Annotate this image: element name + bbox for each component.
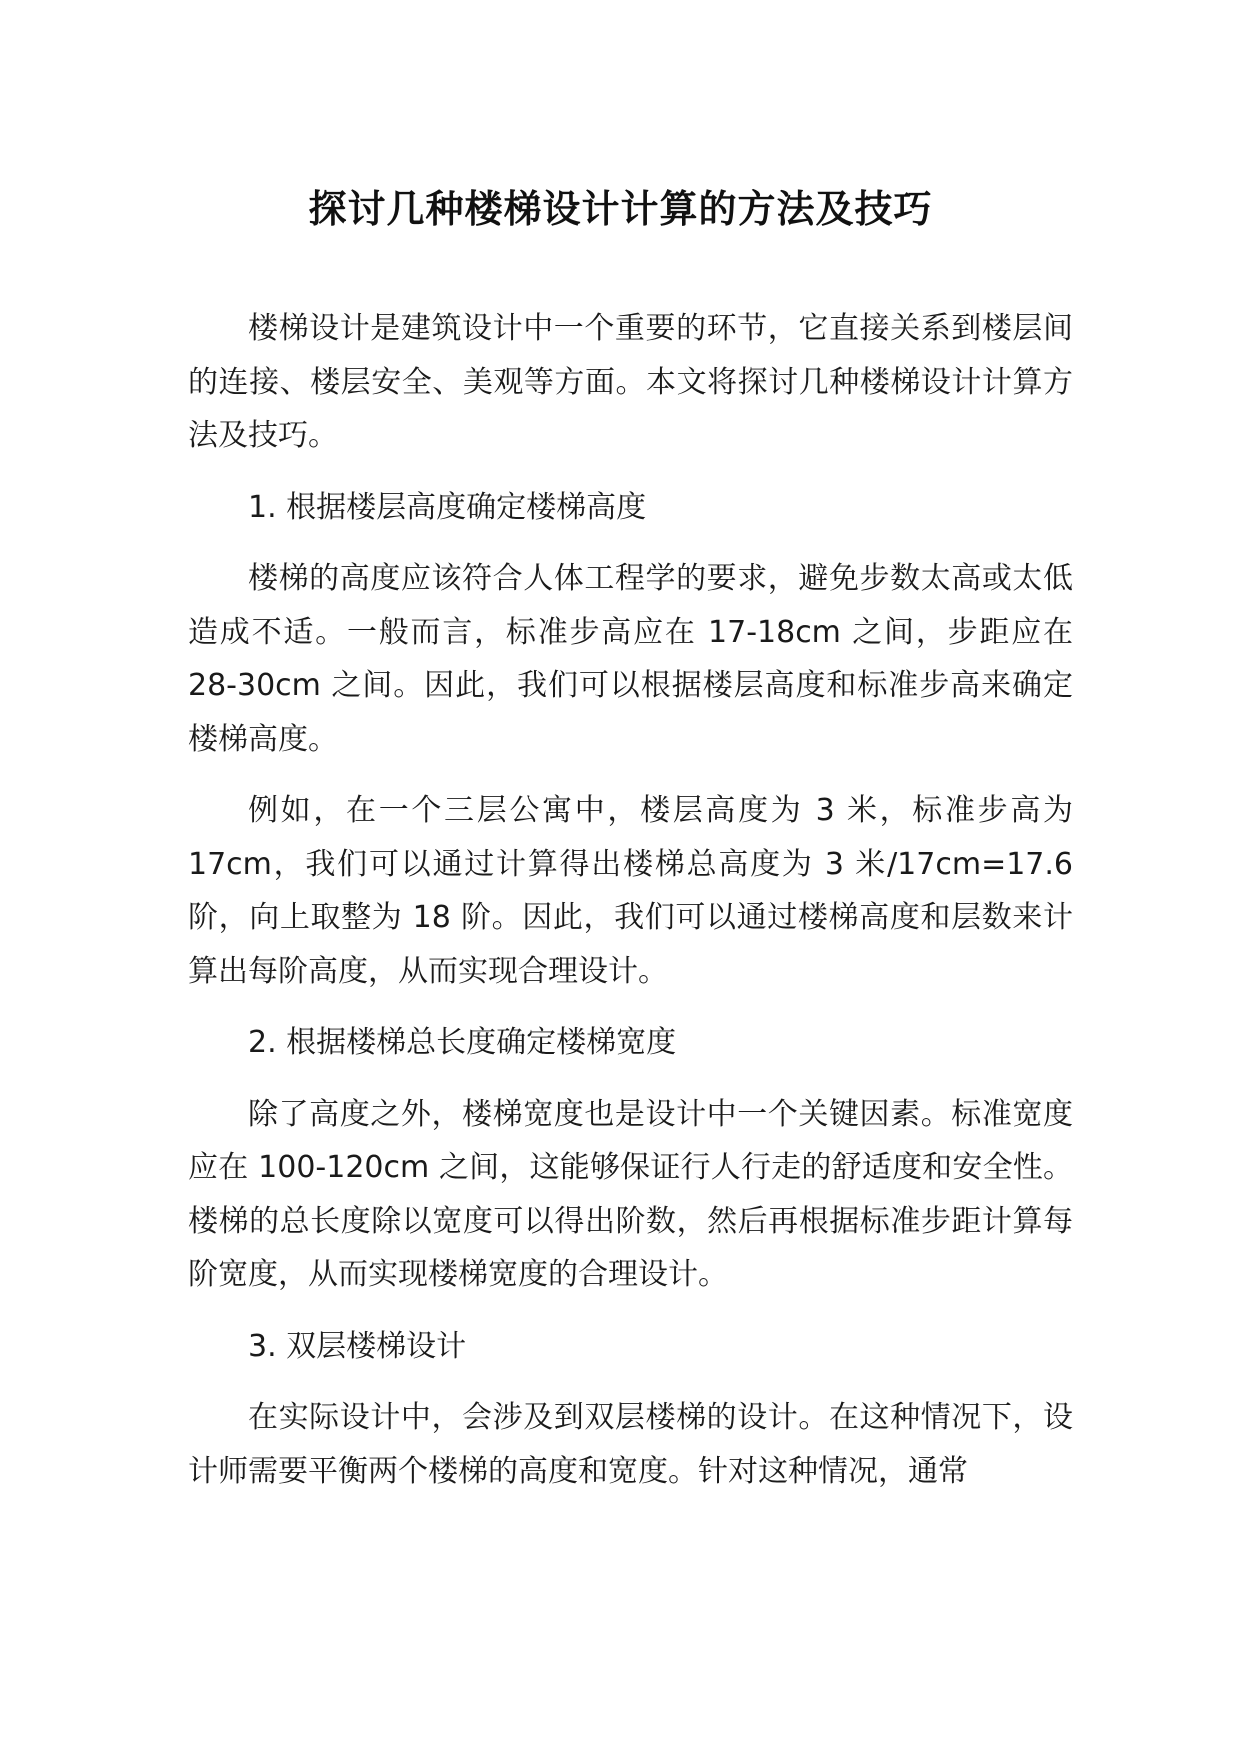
section-1-paragraph-2: 例如，在一个三层公寓中，楼层高度为 3 米，标准步高为 17cm，我们可以通过计算得出楼梯总高度为 3 米/17cm=17.6 阶，向上取整为 18 阶。因此，我们可以通过楼梯高度和层数来计算出每阶高度，从而实现合理设计。 (188, 793, 1073, 989)
section-2-paragraph-1: 除了高度之外，楼梯宽度也是设计中一个关键因素。标准宽度应在 100-120cm 之间，这能够保证行人行走的舒适度和安全性。楼梯的总长度除以宽度可以得出阶数，然后再根据标准步距计算每阶宽度，从而实现楼梯宽度的合理设计。 (188, 1096, 1073, 1292)
section-heading-1: 1. 根据楼层高度确定楼梯高度 (248, 489, 647, 525)
document-body (188, 302, 1073, 1516)
section-3-paragraph-1: 在实际设计中，会涉及到双层楼梯的设计。在这种情况下，设计师需要平衡两个楼梯的高度和宽度。针对这种情况，通常 (188, 1400, 1073, 1489)
intro-paragraph: 楼梯设计是建筑设计中一个重要的环节，它直接关系到楼层间的连接、楼层安全、美观等方面。本文将探讨几种楼梯设计计算方法及技巧。 (188, 311, 1073, 453)
document-title: 探讨几种楼梯设计计算的方法及技巧 (308, 187, 933, 231)
section-heading-2: 2. 根据楼梯总长度确定楼梯宽度 (248, 1025, 677, 1060)
section-heading-3: 3. 双层楼梯设计 (248, 1328, 467, 1364)
section-1-paragraph-1: 楼梯的高度应该符合人体工程学的要求，避免步数太高或太低造成不适。一般而言，标准步高应在 17-18cm 之间，步距应在 28-30cm 之间。因此，我们可以根据楼层高度和标准步高来确定楼梯高度。 (188, 561, 1073, 757)
